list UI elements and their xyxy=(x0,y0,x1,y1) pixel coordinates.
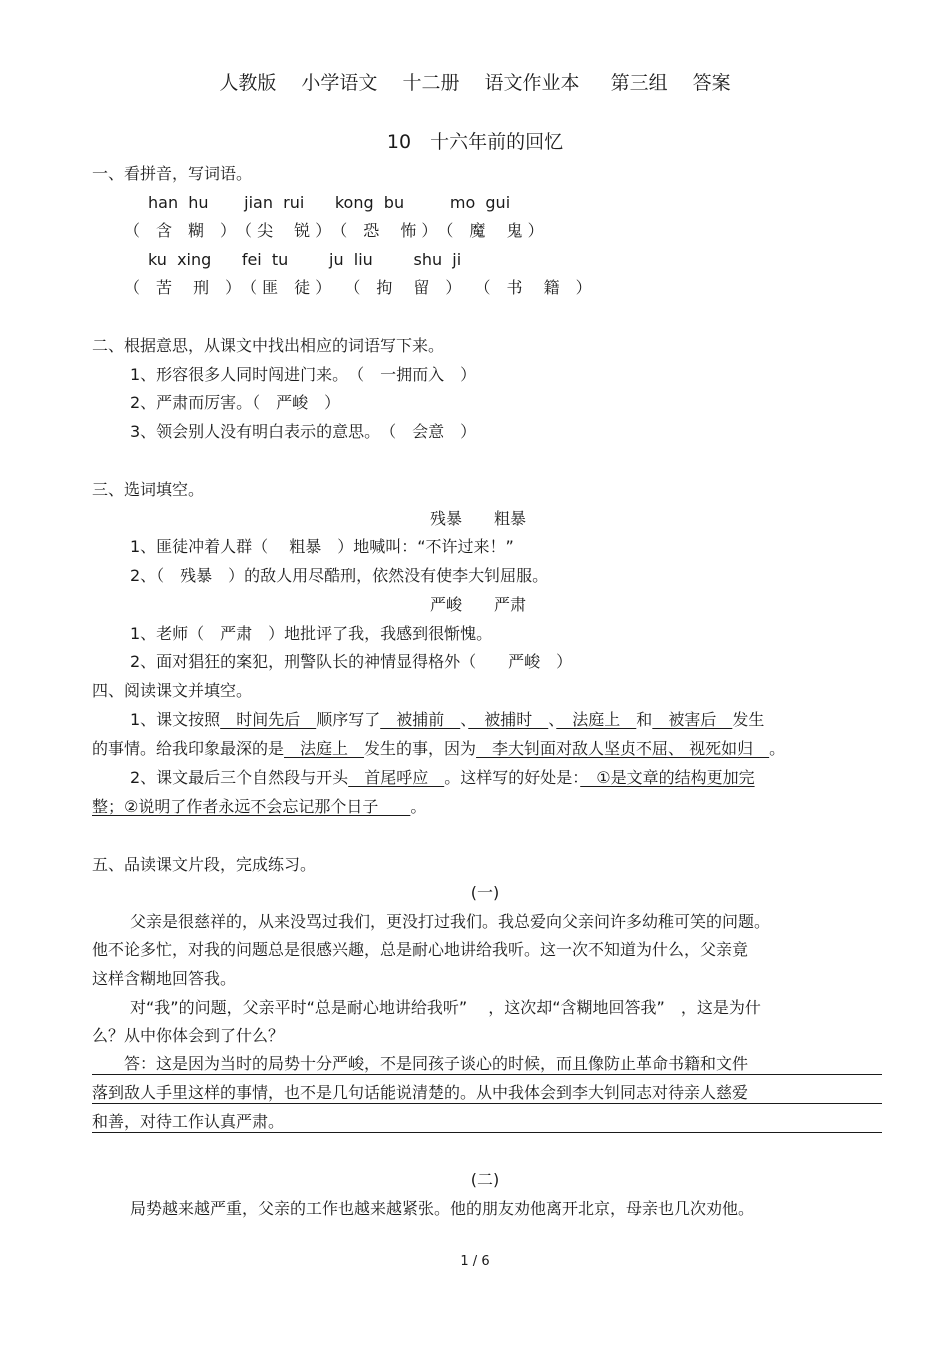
s4-l3-text-c: 。这样写的好处是： xyxy=(444,768,581,787)
passage-1-label: (一) xyxy=(470,883,500,902)
blank-deepest: 法庭上 xyxy=(284,739,365,758)
passage-2-label: (二) xyxy=(470,1170,500,1189)
blank-sequence: 时间先后 xyxy=(220,710,317,729)
answer-line-3: 和善，对待工作认真严肃。 xyxy=(92,1112,882,1133)
s3-item-1: 1、匪徒冲着人群（ 粗暴 ）地喊叫：“不许过来！” xyxy=(130,537,514,556)
s4-l2-end: 。 xyxy=(769,739,786,758)
s4-line-2 xyxy=(92,739,785,759)
s4-l1-end: 发生 xyxy=(732,710,765,729)
passage-1-line-2: 他不论多忙，对我的问题总是很感兴趣，总是耐心地讲给我听。这一次不知道为什么，父亲竟 xyxy=(92,940,749,959)
section-3-heading: 三、选词填空。 xyxy=(92,480,205,499)
s4-l1-and: 和 xyxy=(636,710,653,729)
s4-line-4 xyxy=(92,797,426,817)
blank-structure: 首尾呼应 xyxy=(348,768,445,787)
word-options-1: 残暴 粗暴 xyxy=(430,509,527,528)
s3-item-2: 2、（ 残暴 ）的敌人用尽酷刑，依然没有使李大钊屈服。 xyxy=(130,566,549,585)
section-5-heading: 五、品读课文片段，完成练习。 xyxy=(92,855,317,874)
section-2-heading: 二、根据意思，从课文中找出相应的词语写下来。 xyxy=(92,336,445,355)
passage-2-line-1: 局势越来越严重，父亲的工作也越来越紧张。他的朋友劝他离开北京，母亲也几次劝他。 xyxy=(130,1199,755,1218)
question-line-1: 对“我”的问题，父亲平时“总是耐心地讲给我听” ，这次却“含糊地回答我” ，这是为什 xyxy=(130,998,761,1017)
passage-1-line-1: 父亲是很慈祥的，从来没骂过我们，更没打过我们。我总爱向父亲问许多幼稚可笑的问题。 xyxy=(130,912,771,931)
s4-line-1 xyxy=(130,710,764,730)
lesson-title: 10 十六年前的回忆 xyxy=(386,131,564,153)
blank-after-killed: 被害后 xyxy=(652,710,733,729)
s4-l1-text-c: 顺序写了 xyxy=(316,710,381,729)
word-options-2: 严峻 严肃 xyxy=(430,595,527,614)
s2-item-1: 1、形容很多人同时闯进门来。 （ 一拥而入 ） xyxy=(130,365,477,384)
blank-benefit: ①是文章的结构更加完 xyxy=(580,768,755,787)
pinyin-row-2: ku xing fei tu ju liu shu ji xyxy=(148,250,462,269)
s4-l1-sep-2: 、 xyxy=(548,710,557,729)
blank-before-arrest: 被捕前 xyxy=(380,710,461,729)
s2-item-2: 2、严肃而厉害。（ 严峻 ） xyxy=(130,393,341,412)
blank-court: 法庭上 xyxy=(556,710,637,729)
answer-line-1: 答：这是因为当时的局势十分严峻，不是同孩子谈心的时候，而且像防止革命书籍和文件 xyxy=(92,1054,882,1075)
answer-row-2: （ 苦 刑 ） （ 匪 徒 ） （ 拘 留 ） （ 书 籍 ） xyxy=(124,278,592,297)
s4-l2-text-a: 的事情。给我印象最深的是 xyxy=(92,739,285,758)
passage-1-line-3: 这样含糊地回答我。 xyxy=(92,969,237,988)
answer-row-1: （ 含 糊 ） （ 尖 锐 ） （ 恐 怖 ） （ 魔 鬼 ） xyxy=(124,221,544,240)
section-1-heading: 一、看拼音，写词语。 xyxy=(92,164,253,183)
s4-l3-text-a: 2、课文最后三个自然段与开头 xyxy=(130,768,349,787)
blank-during-arrest: 被捕时 xyxy=(468,710,549,729)
section-4-heading: 四、阅读课文并填空。 xyxy=(92,681,253,700)
s2-item-3: 3、领会别人没有明白表示的意思。 （ 会意 ） xyxy=(130,422,477,441)
s4-line-3 xyxy=(130,768,755,788)
s3-item-4: 2、面对猖狂的案犯，刑警队长的神情显得格外（ 严峻 ） xyxy=(130,652,573,671)
s4-l4-end: 。 xyxy=(410,797,427,816)
blank-benefit-cont: 整；②说明了作者永远不会忘记那个日子 xyxy=(92,797,411,816)
page-header: 人教版 小学语文 十二册 语文作业本 第三组 答案 xyxy=(219,72,731,94)
answer-line-2: 落到敌人手里这样的事情，也不是几句话能说清楚的。从中我体会到李大钊同志对待亲人慈爱 xyxy=(92,1083,882,1104)
s3-item-3: 1、老师（ 严肃 ）地批评了我，我感到很惭愧。 xyxy=(130,624,493,643)
page-number: 1 / 6 xyxy=(460,1254,490,1269)
s4-l1-sep-1: 、 xyxy=(460,710,469,729)
s4-l2-text-c: 发生的事，因为 xyxy=(364,739,477,758)
blank-reason: 李大钊面对敌人坚贞不屈、 视死如归 xyxy=(476,739,770,758)
s4-l1-text-a: 1、课文按照 xyxy=(130,710,221,729)
pinyin-row-1: han hu jian rui kong bu mo gui xyxy=(148,193,511,212)
question-line-2: 么？从中你体会到了什么？ xyxy=(92,1026,285,1045)
